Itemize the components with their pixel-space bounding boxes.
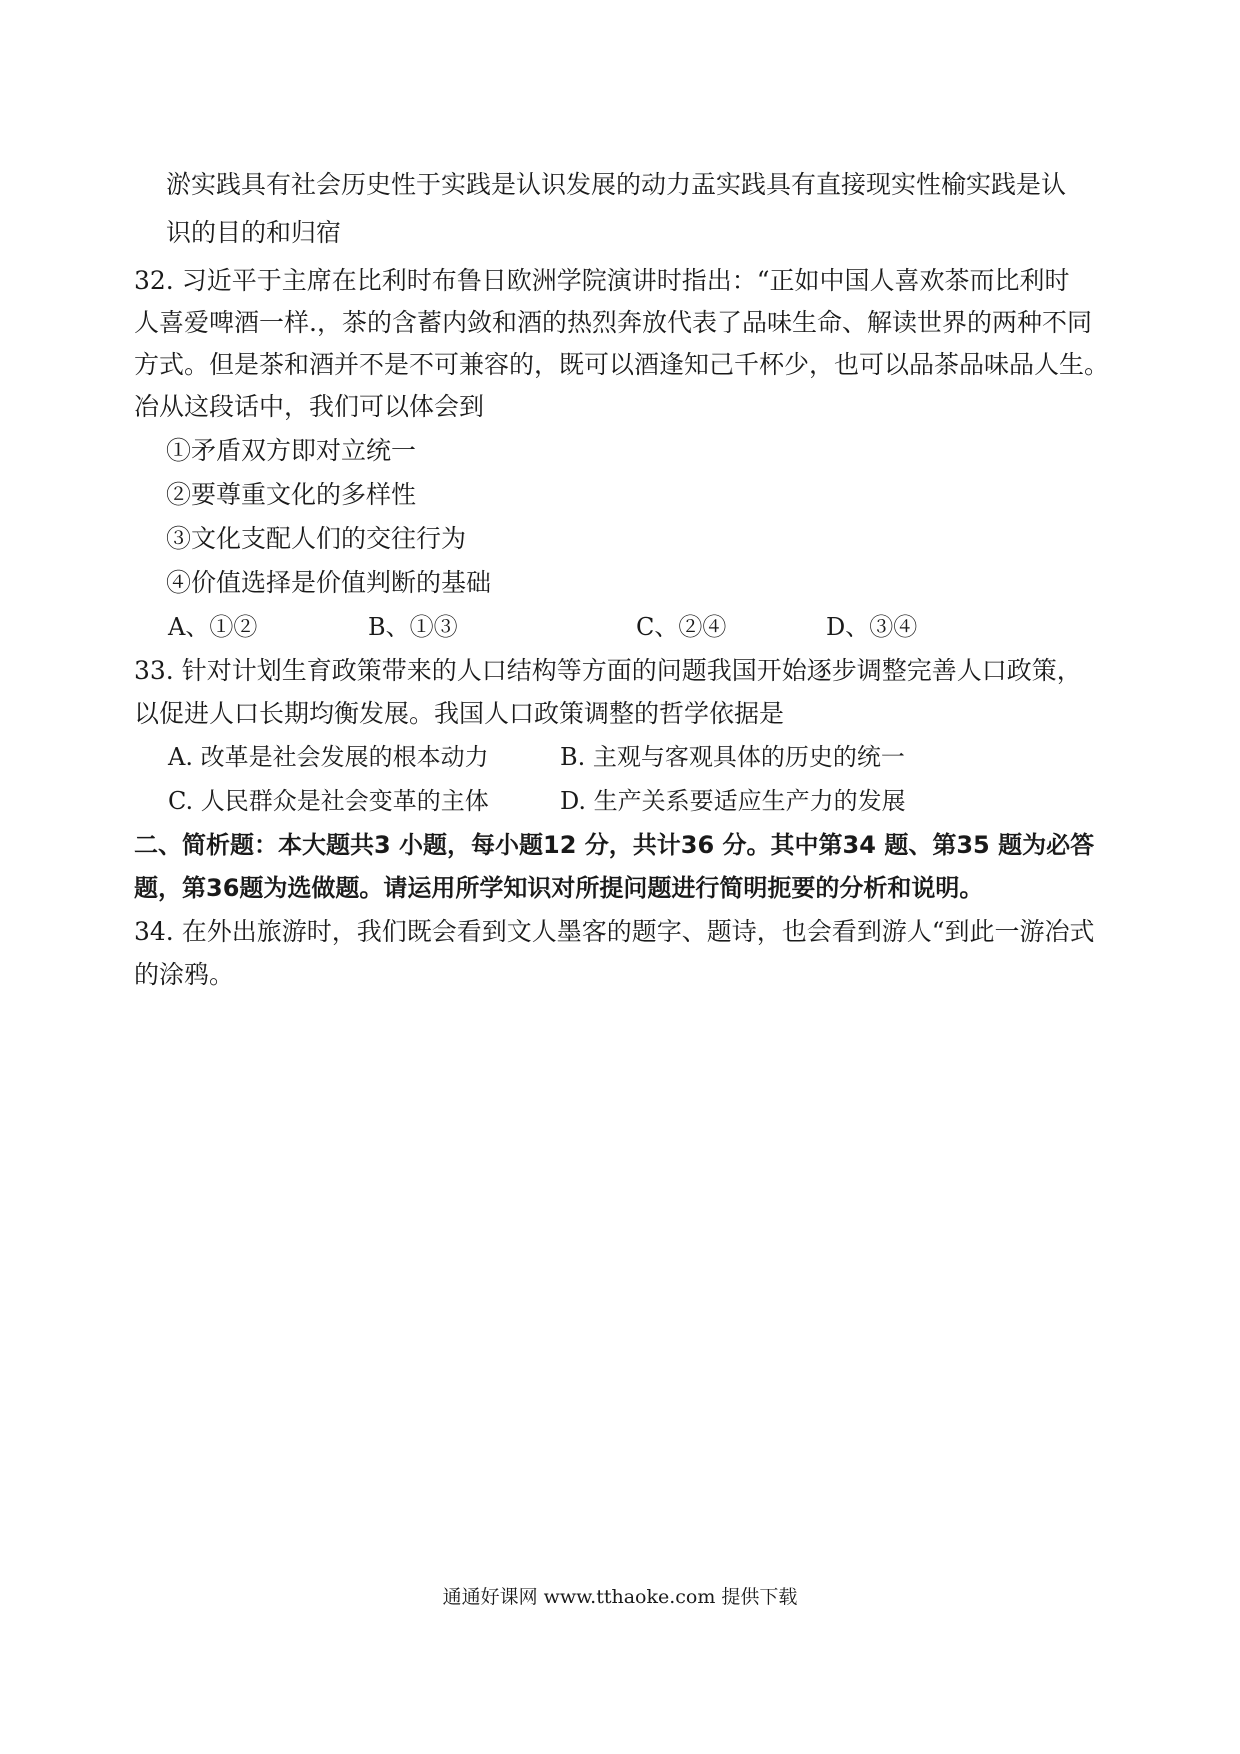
q32-stem-line-4: 冶从这段话中，我们可以体会到 — [134, 392, 485, 421]
q32-option-b: B、①③ — [368, 613, 458, 641]
q33-stem-line-1: 33. 针对计划生育政策带来的人口结构等方面的问题我国开始逐步调整完善人口政策， — [134, 656, 1082, 685]
q32-statement-1: ①矛盾双方即对立统一 — [166, 436, 417, 465]
q32-option-c: C、②④ — [636, 613, 727, 641]
q32-stem-line-3: 方式。但是茶和酒并不是不可兼容的，既可以酒逢知己千杯少，也可以品茶品味品人生。 — [134, 350, 1110, 379]
q32-stem-line-2: 人喜爱啤酒一样.，茶的含蓄内敛和酒的热烈奔放代表了品味生命、解读世界的两种不同 — [134, 308, 1092, 337]
q32-statement-2: ②要尊重文化的多样性 — [166, 480, 417, 509]
q33-stem-line-2: 以促进人口长期均衡发展。我国人口政策调整的哲学依据是 — [134, 699, 785, 728]
q34-stem-line-2: 的涂鸦。 — [134, 960, 235, 989]
q33-option-b: B. 主观与客观具体的历史的统一 — [560, 743, 905, 771]
q31-option-line-1: 淤实践具有社会历史性于实践是认识发展的动力盂实践具有直接现实性榆实践是认 — [166, 170, 1067, 199]
q34-stem-line-1: 34. 在外出旅游时，我们既会看到文人墨客的题字、题诗，也会看到游人“到此一游冶式 — [134, 917, 1095, 946]
q32-statement-4: ④价值选择是价值判断的基础 — [166, 568, 492, 597]
q32-stem-line-1: 32. 习近平于主席在比利时布鲁日欧洲学院演讲时指出：“正如中国人喜欢茶而比利时 — [134, 266, 1070, 295]
q32-option-d: D、③④ — [826, 613, 918, 641]
q32-option-a: A、①② — [168, 613, 258, 641]
q33-option-c: C. 人民群众是社会变革的主体 — [168, 787, 489, 815]
section-2-heading-line-1: 二、简析题：本大题共3 小题，每小题12 分，共计36 分。其中第34 题、第35 题为必答 — [134, 831, 1095, 859]
q32-statement-3: ③文化支配人们的交往行为 — [166, 524, 467, 553]
section-2-heading-line-2: 题，第36题为选做题。请运用所学知识对所提问题进行简明扼要的分析和说明。 — [134, 874, 984, 902]
page-footer: 通通好课网 www.tthaoke.com 提供下载 — [442, 1586, 798, 1608]
q33-option-d: D. 生产关系要适应生产力的发展 — [560, 787, 906, 815]
q31-option-line-2: 识的目的和归宿 — [166, 218, 342, 247]
q33-option-a: A. 改革是社会发展的根本动力 — [168, 743, 489, 771]
